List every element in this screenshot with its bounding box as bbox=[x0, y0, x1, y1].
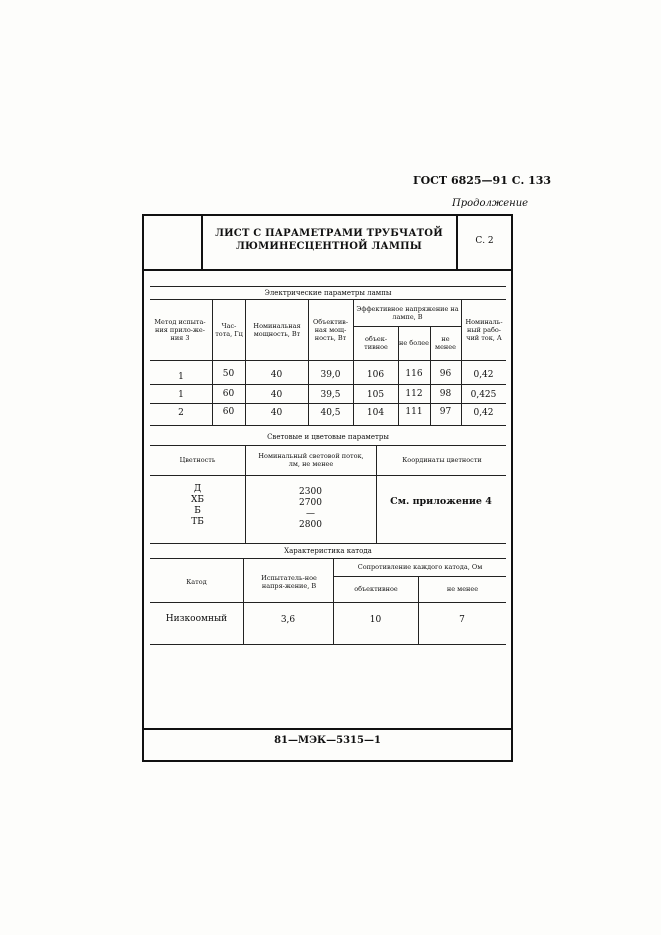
el-r2-ev-min: 98 bbox=[439, 389, 452, 399]
electrical-title-rule bbox=[150, 299, 506, 300]
el-col-sep-4 bbox=[353, 299, 354, 425]
el-r3-ev-min: 97 bbox=[439, 407, 452, 417]
cathode-row-type: Низкоомный bbox=[165, 614, 228, 624]
el-r1-ev-objective: 106 bbox=[366, 370, 385, 380]
cathode-header-resistance: Сопротивление каждого катода, Ом bbox=[357, 563, 483, 571]
el-r2-ev-max: 112 bbox=[405, 389, 423, 399]
cathode-header-test-voltage: Испытатель-ное напря-жение, В bbox=[261, 574, 317, 590]
el-r1-method: 1 bbox=[178, 372, 184, 382]
el-header-objective-power: Объектив-ная мощ-ность, Вт bbox=[312, 318, 349, 342]
el-r3-objective-power: 40,5 bbox=[320, 408, 341, 418]
el-header-current: Номиналь-ный рабо-чий ток, А bbox=[465, 318, 503, 342]
cathode-header-cathode: Катод bbox=[186, 578, 207, 586]
continuation-label: Продолжение bbox=[452, 198, 529, 209]
el-header-ev-objective: объек-тивное bbox=[364, 335, 388, 351]
el-r3-nominal-power: 40 bbox=[270, 408, 283, 418]
light-color-list bbox=[150, 484, 245, 528]
light-title-rule bbox=[150, 445, 506, 446]
el-r3-ev-objective: 104 bbox=[366, 408, 385, 418]
cathode-bottom-rule bbox=[150, 644, 506, 645]
el-header-ev-max: не более bbox=[399, 339, 429, 347]
cathode-row-res-objective: 10 bbox=[369, 615, 382, 625]
light-header-flux: Номинальный световой поток, лм, не менее bbox=[258, 452, 364, 468]
el-header-ev-min: не менее bbox=[435, 335, 456, 351]
el-r2-frequency: 60 bbox=[222, 389, 235, 399]
list-item: ХБ bbox=[190, 495, 205, 505]
el-header-nominal-power: Номинальная мощность, Вт bbox=[253, 322, 301, 338]
el-header-method: Метод испыта-ния прило-же-ния 3 bbox=[154, 318, 206, 342]
cathode-header-rule bbox=[150, 602, 506, 603]
cathode-res-subrule bbox=[333, 576, 506, 577]
cathode-section-title: Характеристика катода bbox=[284, 547, 372, 555]
el-bottom-rule bbox=[150, 425, 506, 426]
sheet-title bbox=[203, 227, 455, 253]
electrical-section-title: Электрические параметры лампы bbox=[264, 289, 392, 297]
title-bottom-rule bbox=[142, 269, 513, 271]
light-col-sep-2 bbox=[376, 445, 377, 543]
el-header-effective-voltage: Эффективное напряжение на лампе, В bbox=[356, 305, 459, 321]
light-header-color: Цветность bbox=[179, 456, 216, 464]
list-item: 2700 bbox=[299, 498, 322, 508]
el-r1-nominal-power: 40 bbox=[270, 370, 283, 380]
electrical-top-rule bbox=[150, 286, 506, 287]
footer-code: 81—МЭК—5315—1 bbox=[274, 735, 381, 746]
el-r3-method: 2 bbox=[178, 408, 184, 418]
el-r1-ev-min: 96 bbox=[439, 369, 452, 379]
el-col-sep-2 bbox=[245, 299, 246, 425]
light-coords-value: См. приложение 4 bbox=[390, 496, 492, 507]
cathode-title-rule bbox=[150, 558, 506, 559]
light-header-coords: Координаты цветности bbox=[402, 456, 482, 464]
el-r2-objective-power: 39,5 bbox=[320, 390, 341, 400]
light-bottom-rule bbox=[150, 543, 506, 544]
cathode-col-sep-3 bbox=[418, 576, 419, 644]
cathode-header-res-min: не менее bbox=[446, 585, 479, 593]
el-row-rule-1 bbox=[150, 384, 506, 385]
el-row-rule-2 bbox=[150, 403, 506, 404]
el-r2-method: 1 bbox=[178, 390, 184, 400]
cathode-row-test-voltage: 3,6 bbox=[280, 615, 296, 625]
sheet-title-line1: ЛИСТ С ПАРАМЕТРАМИ ТРУБЧАТОЙ bbox=[215, 228, 443, 239]
cathode-header-res-objective: объективное bbox=[354, 585, 398, 593]
el-r3-current: 0,42 bbox=[473, 408, 494, 418]
el-r1-ev-max: 116 bbox=[405, 369, 423, 379]
el-r1-current: 0,42 bbox=[473, 370, 494, 380]
list-item: 2800 bbox=[299, 520, 322, 530]
list-item: 2300 bbox=[299, 487, 322, 497]
list-item: — bbox=[306, 509, 315, 519]
el-r1-frequency: 50 bbox=[222, 369, 235, 379]
sheet-page-label: С. 2 bbox=[475, 236, 494, 246]
sheet-title-line2: ЛЮМИНЕСЦЕНТНОЙ ЛАМПЫ bbox=[235, 241, 423, 252]
el-r1-objective-power: 39,0 bbox=[320, 370, 341, 380]
list-item: ТБ bbox=[191, 517, 204, 527]
footer-rule bbox=[142, 728, 513, 730]
list-item: Б bbox=[194, 506, 201, 516]
el-header-bottom-rule bbox=[150, 360, 506, 361]
el-r3-ev-max: 111 bbox=[405, 407, 423, 417]
el-r2-current: 0,425 bbox=[470, 390, 497, 400]
el-r3-frequency: 60 bbox=[222, 407, 235, 417]
el-r2-ev-objective: 105 bbox=[366, 390, 385, 400]
cathode-col-sep-1 bbox=[243, 558, 244, 644]
el-voltage-subrule bbox=[353, 326, 461, 327]
light-section-title: Световые и цветовые параметры bbox=[267, 433, 389, 441]
doc-reference: ГОСТ 6825—91 С. 133 bbox=[413, 174, 552, 187]
light-flux-list bbox=[245, 487, 376, 531]
light-header-rule bbox=[150, 475, 506, 476]
el-r2-nominal-power: 40 bbox=[270, 390, 283, 400]
cathode-row-res-min: 7 bbox=[459, 615, 465, 625]
el-header-frequency: Час-тота, Гц bbox=[215, 322, 243, 338]
list-item: Д bbox=[193, 484, 202, 494]
cathode-col-sep-2 bbox=[333, 558, 334, 644]
